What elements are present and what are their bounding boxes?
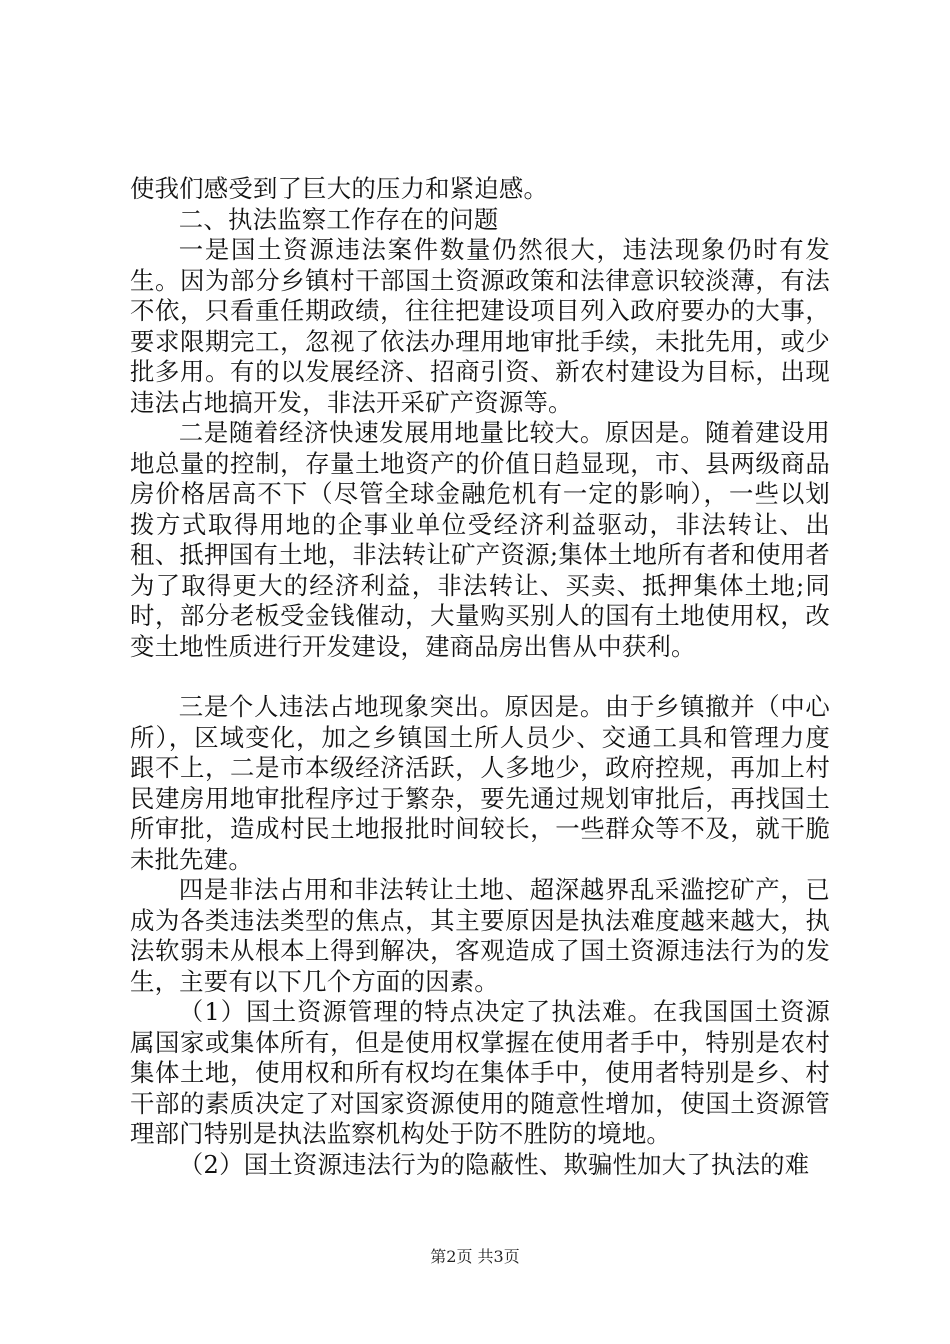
paragraph-problem-3: 三是个人违法占地现象突出。原因是。由于乡镇撤并（中心所），区域变化，加之乡镇国土所人员少、交通工具和管理力度跟不上，二是市本级经济活跃，人多地少，政府控规，再加上村民建房用地审批程序过于繁杂，要先通过规划审批后，再找国土所审批，造成村民土地报批时间较长，一些群众等不及，就干脆未批先建。 [130, 692, 830, 874]
paragraph-gap [130, 662, 830, 692]
paragraph-factor-2: （2）国土资源违法行为的隐蔽性、欺骗性加大了执法的难 [178, 1149, 810, 1179]
paragraph-factor-1: （1）国土资源管理的特点决定了执法难。在我国国土资源属国家或集体所有，但是使用权掌握在使用者手中，特别是农村集体土地，使用权和所有权均在集体手中，使用者特别是乡、村干部的素质决定了对国家资源使用的随意性增加，使国土资源管理部门特别是执法监察机构处于防不胜防的境地。 [130, 997, 830, 1148]
section-heading: 二、执法监察工作存在的问题 [178, 204, 499, 234]
paragraph-continuation: 使我们感受到了巨大的压力和紧迫感。 [130, 174, 549, 203]
paragraph-problem-2: 二是随着经济快速发展用地量比较大。原因是。随着建设用地总量的控制，存量土地资产的价值日趋显现，市、县两级商品房价格居高不下（尽管全球金融危机有一定的影响），一些以划拨方式取得用地的企事业单位受经济利益驱动，非法转让、出租、抵押国有土地，非法转让矿产资源;集体土地所有者和使用者为了取得更大的经济利益，非法转让、买卖、抵押集体土地;同时，部分老板受金钱催动，大量购买别人的国有土地使用权，改变土地性质进行开发建设，建商品房出售从中获利。 [130, 418, 830, 661]
paragraph-problem-1: 一是国土资源违法案件数量仍然很大，违法现象仍时有发生。因为部分乡镇村干部国土资源政策和法律意识较淡薄，有法不依，只看重任期政绩，往往把建设项目列入政府要办的大事，要求限期完工，忽视了依法办理用地审批手续，未批先用，或少批多用。有的以发展经济、招商引资、新农村建设为目标，出现违法占地搞开发，非法开采矿产资源等。 [130, 235, 830, 417]
page-footer: 第2页 共3页 [430, 1247, 520, 1266]
paragraph-problem-4: 四是非法占用和非法转让土地、超深越界乱采滥挖矿产，已成为各类违法类型的焦点，其主要原因是执法难度越来越大，执法软弱未从根本上得到解决，客观造成了国土资源违法行为的发生，主要有以下几个方面的因素。 [130, 875, 830, 996]
document-body [130, 174, 830, 1180]
